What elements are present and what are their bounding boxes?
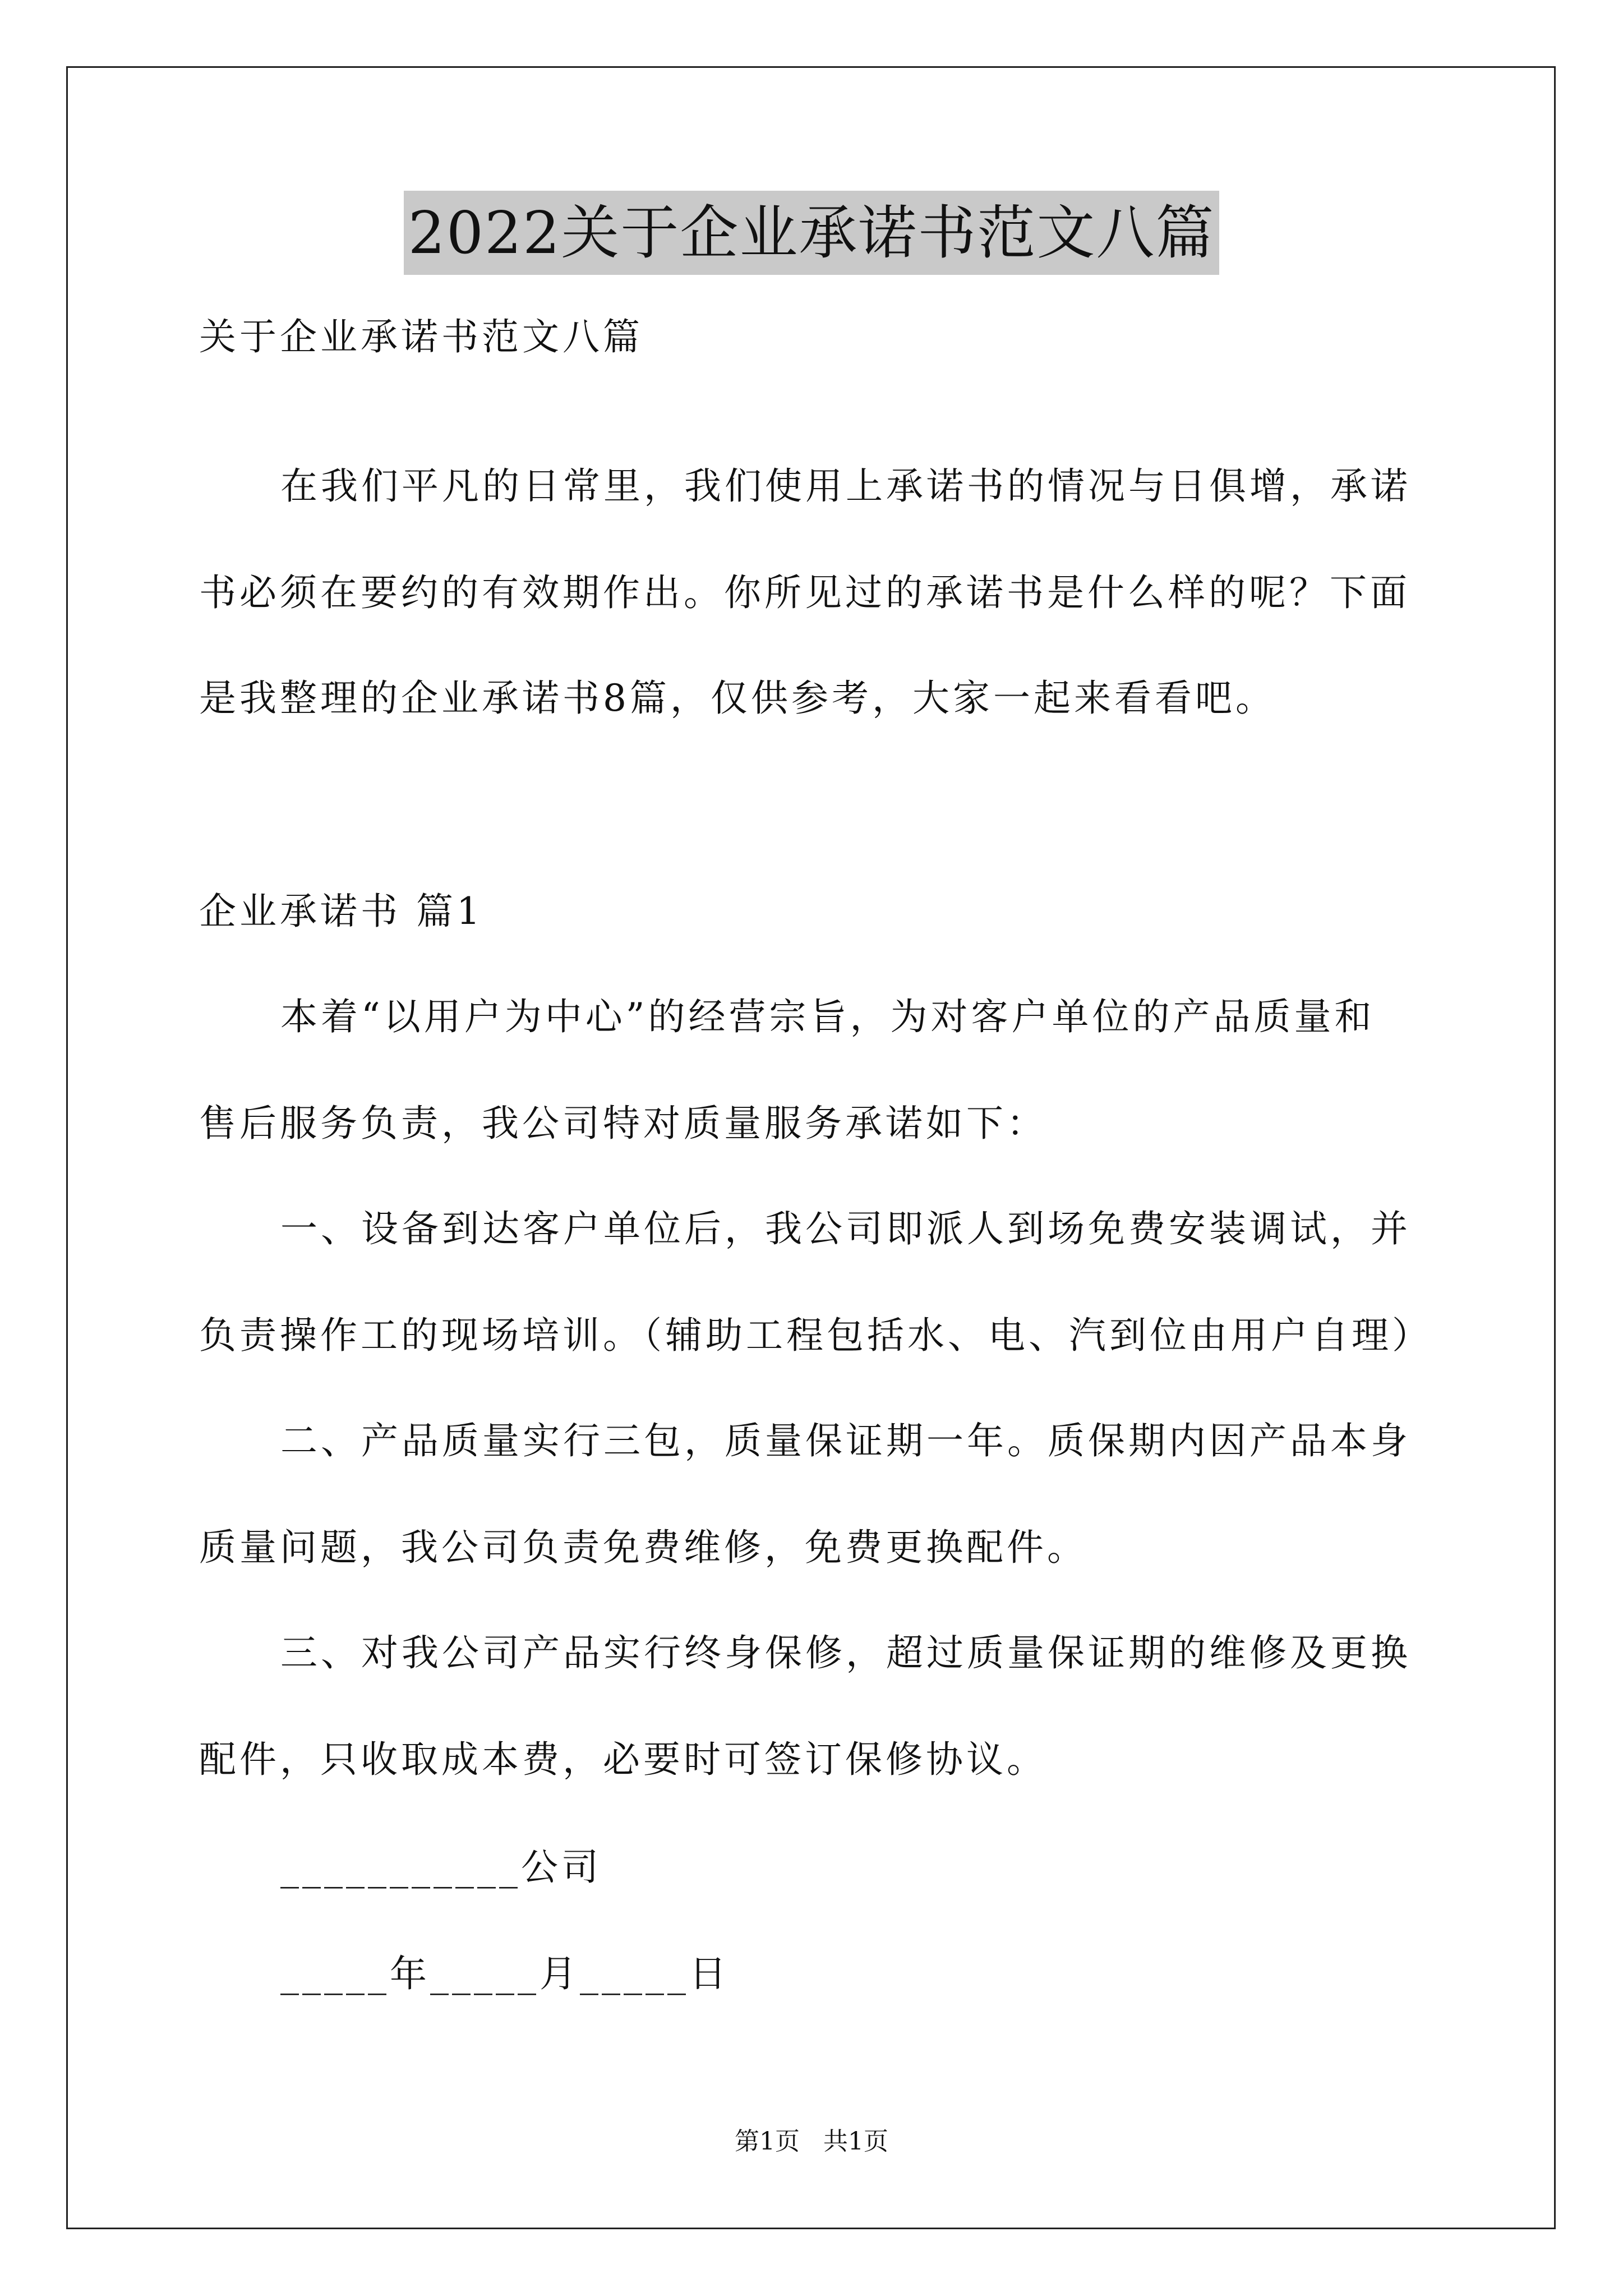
title-container — [0, 191, 1623, 275]
document-title: 2022关于企业承诺书范文八篇 — [404, 191, 1220, 275]
section-heading: 企业承诺书 篇1 — [199, 890, 483, 933]
body-line-1: 本着“以用户为中心”的经营宗旨，为对客户单位的产品质量和 — [280, 995, 1375, 1038]
body-line-4: 负责操作工的现场培训。（辅助工程包括水、电、汽到位由用户自理） — [199, 1314, 1432, 1357]
intro-line-2: 书必须在要约的有效期作出。你所见过的承诺书是什么样的呢？下面 — [199, 571, 1410, 614]
intro-line-3: 是我整理的企业承诺书8篇，仅供参考，大家一起来看看吧。 — [199, 677, 1276, 720]
body-line-3: 一、设备到达客户单位后，我公司即派人到场免费安装调试，并 — [280, 1207, 1411, 1250]
page-number-current: 第1页 — [735, 2127, 800, 2156]
page-number-total: 共1页 — [823, 2127, 888, 2156]
document-subtitle: 关于企业承诺书范文八篇 — [199, 315, 643, 358]
body-line-5: 二、产品质量实行三包，质量保证期一年。质保期内因产品本身 — [280, 1419, 1411, 1462]
page-footer — [0, 2125, 1623, 2159]
body-line-6: 质量问题，我公司负责免费维修，免费更换配件。 — [199, 1526, 1087, 1569]
signature-company: ___________公司 — [280, 1846, 602, 1889]
signature-date: _____年_____月_____日 — [280, 1952, 730, 1995]
intro-line-1: 在我们平凡的日常里，我们使用上承诺书的情况与日俱增，承诺 — [280, 464, 1411, 508]
body-line-7: 三、对我公司产品实行终身保修，超过质量保证期的维修及更换 — [280, 1631, 1411, 1674]
body-line-8: 配件，只收取成本费，必要时可签订保修协议。 — [199, 1738, 1047, 1781]
body-line-2: 售后服务负责，我公司特对质量服务承诺如下： — [199, 1102, 1047, 1145]
